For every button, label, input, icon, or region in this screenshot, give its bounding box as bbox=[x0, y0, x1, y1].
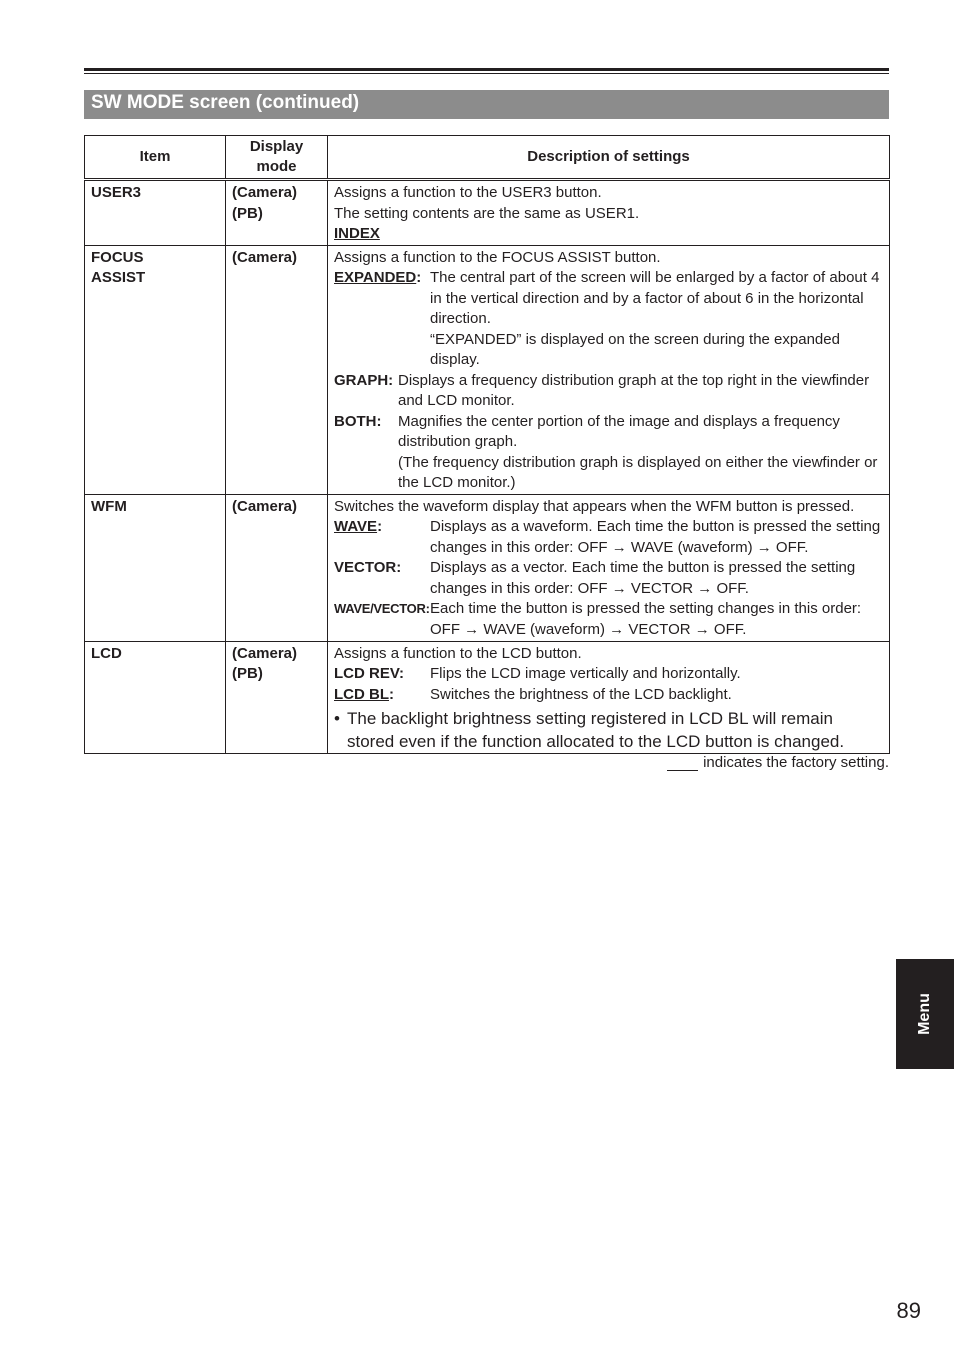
side-tab-menu bbox=[896, 959, 954, 1069]
factory-default: WAVE bbox=[334, 518, 378, 535]
settings-table bbox=[84, 135, 890, 754]
table-row-lcd bbox=[85, 641, 890, 754]
header-display-mode: Display mode bbox=[226, 136, 328, 180]
bullet-icon: • bbox=[334, 709, 340, 728]
option-lcd-rev: LCD REV: Flips the LCD image vertically and horizontally. bbox=[334, 665, 741, 682]
underline-sample bbox=[667, 756, 698, 771]
mode-cell: (Camera) bbox=[226, 494, 328, 641]
table-row-focus-assist bbox=[85, 245, 890, 494]
description-cell: Assigns a function to the USER3 button. The setting contents are the same as USER1. INDEX bbox=[328, 180, 890, 246]
description-cell: Assigns a function to the FOCUS ASSIST button. EXPANDED: The central part of the screen will be enlarged by a factor of about 4 in the vertical direction and by a factor of about 6 in the horizontal direction. “EXPANDED” is displayed on the screen during the expanded display. GRAPH: Displays a frequency distribution graph at the top right in the viewfinder and LCD monitor. BOTH: Magnifies the center portion of the image and displays a frequency distribution graph. (The frequency distribution graph is displayed on either the viewfinder or the LCD monitor.) bbox=[328, 245, 890, 494]
factory-setting-legend bbox=[667, 754, 889, 771]
top-rule bbox=[84, 68, 889, 71]
top-rule-thin bbox=[84, 73, 889, 74]
option-graph: GRAPH: Displays a frequency distribution graph at the top right in the viewfinder and LCD monitor. bbox=[334, 371, 870, 409]
mode-cell: (Camera) bbox=[226, 245, 328, 494]
option-both: BOTH: Magnifies the center portion of the image and displays a frequency distribution graph. (The frequency distribution graph is displayed on either the viewfinder or the LCD monitor.) bbox=[334, 412, 878, 491]
factory-default: INDEX bbox=[334, 225, 380, 242]
description-cell: Assigns a function to the LCD button. LCD REV: Flips the LCD image vertically and horizontally. LCD BL: Switches the brightness of the LCD backlight. • The backlight brightness setting registered in LCD BL will remain stored even if the function allocated to the LCD button is changed. bbox=[328, 641, 890, 754]
section-header bbox=[84, 90, 889, 119]
legend-text: indicates the factory setting. bbox=[703, 754, 889, 771]
mode-cell: (Camera) (PB) bbox=[226, 641, 328, 754]
option-wave-vector: WAVE/VECTOR: Each time the button is pressed the setting changes in this order: OFF → WAVE (waveform) → VECTOR → OFF. bbox=[334, 600, 862, 638]
item-cell: LCD bbox=[85, 641, 226, 754]
table-header-row bbox=[85, 136, 890, 180]
table-row-user3 bbox=[85, 180, 890, 246]
option-wave: WAVE: Displays as a waveform. Each time the button is pressed the setting changes in this order: OFF → WAVE (waveform) → OFF. bbox=[334, 518, 881, 556]
note-text: The backlight brightness setting registered in LCD BL will remain stored even if the function allocated to the LCD button is changed. bbox=[347, 709, 845, 751]
side-tab-label: Menu bbox=[916, 993, 933, 1035]
factory-default: EXPANDED bbox=[334, 269, 417, 286]
description-cell: Switches the waveform display that appears when the WFM button is pressed. WAVE: Displays as a waveform. Each time the button is pressed the setting changes in this order: OFF → WAVE (waveform) → OFF. VECTOR: Displays as a vector. Each time the button is pressed the setting changes in this order: OFF → VECTOR → OFF. WAVE/VECTOR: Each time the button is pressed the setting changes in this order: OFF → WAVE (waveform) → VECTOR → OFF. bbox=[328, 494, 890, 641]
section-title: SW MODE screen (continued) bbox=[91, 92, 360, 113]
page-number: 89 bbox=[896, 1298, 921, 1323]
header-item: Item bbox=[85, 136, 226, 180]
item-cell: FOCUS ASSIST bbox=[85, 245, 226, 494]
header-description: Description of settings bbox=[328, 136, 890, 180]
mode-cell: (Camera) (PB) bbox=[226, 180, 328, 246]
option-expanded: EXPANDED: The central part of the screen will be enlarged by a factor of about 4 in the vertical direction and by a factor of about 6 in the horizontal direction. “EXPANDED” is displayed on the screen during the expanded display. bbox=[334, 269, 880, 368]
item-cell: USER3 bbox=[85, 180, 226, 246]
option-vector: VECTOR: Displays as a vector. Each time the button is pressed the setting changes in this order: OFF → VECTOR → OFF. bbox=[334, 559, 856, 597]
note bbox=[334, 707, 883, 753]
option-lcd-bl: LCD BL: Switches the brightness of the LCD backlight. bbox=[334, 685, 732, 703]
factory-default: LCD BL bbox=[334, 685, 389, 703]
item-cell: WFM bbox=[85, 494, 226, 641]
table-row-wfm bbox=[85, 494, 890, 641]
